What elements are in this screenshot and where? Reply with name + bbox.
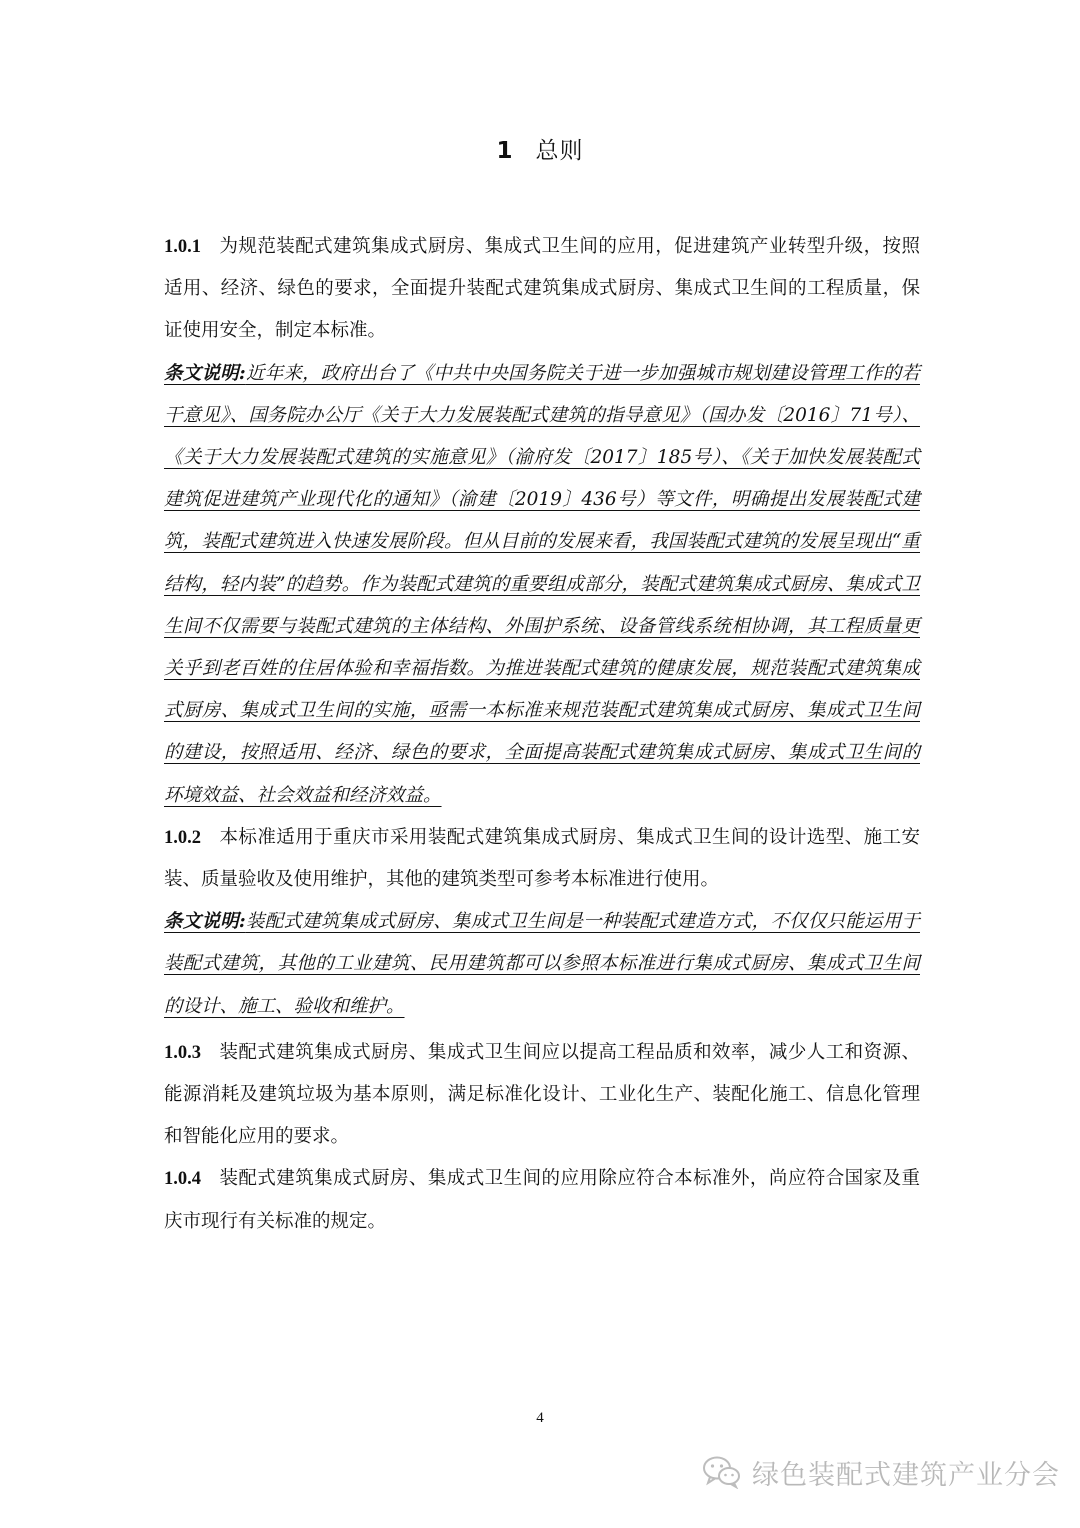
clause-text: 装配式建筑集成式厨房、集成式卫生间的应用除应符合本标准外，尚应符合国家及重庆市现行有关标准的规定。 xyxy=(164,1168,920,1232)
clause-1-0-1-note xyxy=(164,353,920,817)
clause-1-0-3 xyxy=(164,1032,920,1159)
clause-number: 1.0.2 xyxy=(164,827,201,848)
watermark xyxy=(702,1450,1060,1494)
clause-text: 为规范装配式建筑集成式厨房、集成式卫生间的应用，促进建筑产业转型升级，按照适用、经济、绿色的要求，全面提升装配式建筑集成式厨房、集成式卫生间的工程质量，保证使用安全，制定本标准。 xyxy=(164,236,920,342)
chapter-number: 1 xyxy=(496,138,514,164)
clause-number: 1.0.4 xyxy=(164,1169,201,1190)
clause-1-0-2 xyxy=(164,817,920,901)
chapter-title-text: 总则 xyxy=(535,138,584,164)
note-text: 装配式建筑集成式厨房、集成式卫生间是一种装配式建造方式，不仅仅只能运用于装配式建筑，其他的工业建筑、民用建筑都可以参照本标准进行集成式厨房、集成式卫生间的设计、施工、验收和维护。 xyxy=(164,911,920,1017)
clause-1-0-4 xyxy=(164,1158,920,1242)
wechat-icon xyxy=(702,1455,742,1489)
clause-text: 装配式建筑集成式厨房、集成式卫生间应以提高工程品质和效率，减少人工和资源、能源消耗及建筑垃圾为基本原则，满足标准化设计、工业化生产、装配化施工、信息化管理和智能化应用的要求。 xyxy=(164,1041,920,1148)
note-label: 条文说明: xyxy=(164,362,246,384)
clause-number: 1.0.1 xyxy=(164,237,201,257)
clause-1-0-2-note xyxy=(164,901,920,1028)
clause-number: 1.0.3 xyxy=(164,1042,201,1063)
note-text: 近年来，政府出台了《中共中央国务院关于进一步加强城市规划建设管理工作的若干意见》、国务院办公厅《关于大力发展装配式建筑的指导意见》（国办发〔2016〕71号）、《关于大力发展装配式建筑的实施意见》（渝府发〔2017〕185号）、《关于加快发展装配式建筑促进建筑产业现代化的通知》（渝建〔2019〕436号）等文件，明确提出发展装配式建筑，装配式建筑进入快速发展阶段。但从目前的发展来看，我国装配式建筑的发展呈现出“重结构，轻内装”的趋势。作为装配式建筑的重要组成部分，装配式建筑集成式厨房、集成式卫生间不仅需要与装配式建筑的主体结构、外围护系统、设备管线系统相协调，其工程质量更关乎到老百姓的住居体验和幸福指数。为推进装配式建筑的健康发展，规范装配式建筑集成式厨房、集成式卫生间的实施，亟需一本标准来规范装配式建筑集成式厨房、集成式卫生间的建设，按照适用、经济、绿色的要求，全面提高装配式建筑集成式厨房、集成式卫生间的环境效益、社会效益和经济效益。 xyxy=(164,362,920,806)
note-label: 条文说明: xyxy=(164,911,246,933)
page-number: 4 xyxy=(536,1410,544,1426)
clause-1-0-1 xyxy=(164,226,920,353)
clause-text: 本标准适用于重庆市采用装配式建筑集成式厨房、集成式卫生间的设计选型、施工安装、质量验收及使用维护，其他的建筑类型可参考本标准进行使用。 xyxy=(164,826,920,891)
document-body xyxy=(164,226,920,1243)
chapter-title xyxy=(0,132,1080,165)
watermark-text: 绿色装配式建筑产业分会 xyxy=(752,1459,1060,1491)
